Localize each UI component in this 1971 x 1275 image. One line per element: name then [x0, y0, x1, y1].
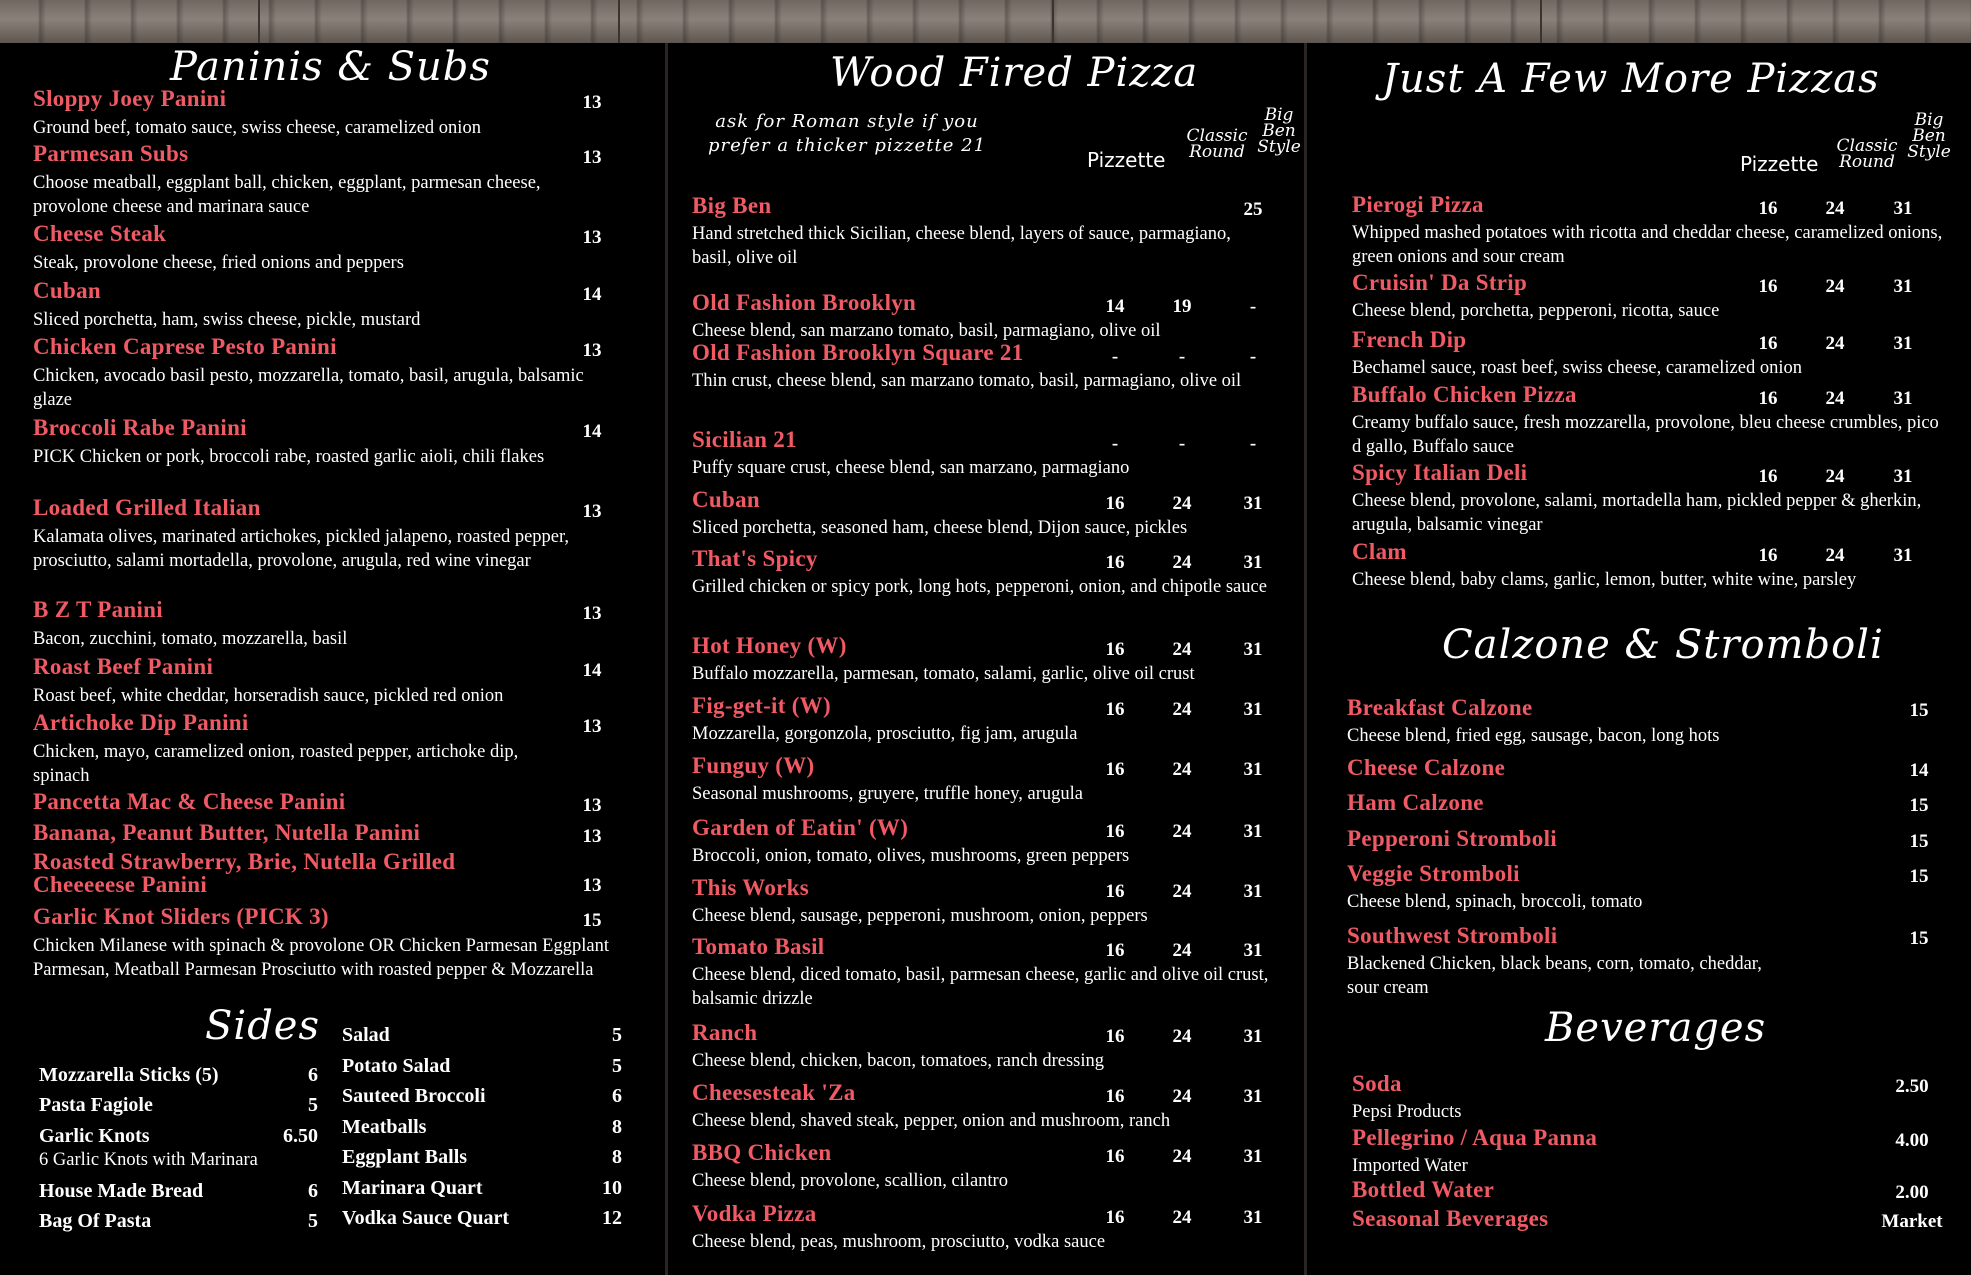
side-item-name: Potato Salad [342, 1055, 451, 1077]
side-item-name: Sauteed Broccoli [342, 1085, 486, 1107]
item-price: 24 [1172, 552, 1192, 573]
item-description: Chicken, avocado basil pesto, mozzarella, tomato, basil, arugula, balsamic glaze [33, 366, 584, 410]
item-name: Pancetta Mac & Cheese Panini [33, 789, 346, 814]
item-price: 16 [1105, 552, 1125, 573]
section-title-sides: Sides [205, 1003, 320, 1049]
item-name: Chicken Caprese Pesto Panini [33, 334, 337, 359]
side-item-name: Bag Of Pasta [39, 1210, 152, 1232]
item-name: Old Fashion Brooklyn Square 21 [692, 340, 1024, 365]
item-name: Sloppy Joey Panini [33, 86, 227, 111]
item-description: Seasonal mushrooms, gruyere, truffle honey, arugula [692, 784, 1083, 804]
item-description: Sliced porchetta, seasoned ham, cheese blend, Dijon sauce, pickles [692, 518, 1188, 538]
item-name: Sicilian 21 [692, 427, 797, 452]
item-price: 24 [1825, 545, 1845, 566]
side-item-price: 5 [612, 1055, 622, 1077]
item-name: Pellegrino / Aqua Panna [1352, 1125, 1598, 1150]
side-item-name: Mozzarella Sticks (5) [39, 1064, 219, 1086]
item-price: Market [1881, 1211, 1943, 1232]
item-price: 19 [1172, 296, 1192, 317]
col-header-pizzette: Pizzette [1740, 152, 1819, 176]
side-item-price: 6 [308, 1180, 318, 1202]
item-description: Puffy square crust, cheese blend, san marzano, parmagiano [692, 458, 1130, 478]
item-description: Cheese blend, baby clams, garlic, lemon, butter, white wine, parsley [1352, 570, 1857, 590]
item-price: 14 [1909, 760, 1929, 781]
item-description: Thin crust, cheese blend, san marzano tomato, basil, parmagiano, olive oil [692, 371, 1242, 391]
item-price: 31 [1893, 388, 1913, 409]
item-description: Buffalo mozzarella, parmesan, tomato, salami, garlic, olive oil crust [692, 664, 1195, 684]
item-name: Southwest Stromboli [1347, 923, 1558, 948]
item-name: Cuban [33, 278, 101, 303]
wood-plank-seam [1052, 0, 1054, 43]
col-header-pizzette: Pizzette [1087, 148, 1166, 172]
item-name: Soda [1352, 1071, 1402, 1096]
item-price: 16 [1105, 1086, 1125, 1107]
side-item-price: 5 [308, 1094, 318, 1116]
item-description: Choose meatball, eggplant ball, chicken, eggplant, parmesan cheese, provolone cheese and marinara sauce [33, 173, 541, 217]
col-header-big-ben-style: Big Ben Style [1907, 110, 1951, 162]
item-price: 13 [582, 826, 602, 847]
col-header-classic-round: Classic Round [1186, 126, 1248, 162]
item-price: 13 [582, 227, 602, 248]
item-price: 13 [582, 501, 602, 522]
item-price: 4.00 [1895, 1130, 1929, 1151]
item-price: 24 [1172, 759, 1192, 780]
side-item-name: Eggplant Balls [342, 1146, 468, 1168]
item-price: 31 [1893, 333, 1913, 354]
item-name: Hot Honey (W) [692, 633, 847, 658]
side-item-name: House Made Bread [39, 1180, 204, 1202]
item-price: 31 [1243, 639, 1263, 660]
item-price: - [1249, 346, 1257, 367]
item-price: 13 [582, 875, 602, 896]
item-price: 31 [1243, 552, 1263, 573]
section-title-calzone: Calzone & Stromboli [1442, 622, 1884, 668]
item-price: 14 [582, 284, 602, 305]
item-price: 13 [582, 147, 602, 168]
item-description: Creamy buffalo sauce, fresh mozzarella, provolone, bleu cheese crumbles, pico d gallo, Buffalo sauce [1352, 413, 1939, 457]
item-description: Whipped mashed potatoes with ricotta and cheddar cheese, caramelized onions, green onions and sour cream [1352, 223, 1943, 267]
item-price: 24 [1172, 1086, 1192, 1107]
item-description: Grilled chicken or spicy pork, long hots, pepperoni, onion, and chipotle sauce [692, 577, 1267, 597]
item-price: 16 [1105, 759, 1125, 780]
item-description: Bechamel sauce, roast beef, swiss cheese, caramelized onion [1352, 358, 1802, 378]
item-name: Cruisin' Da Strip [1352, 270, 1528, 295]
side-item-price: 8 [612, 1146, 622, 1168]
item-name: Vodka Pizza [692, 1201, 817, 1226]
col-header-big-ben-style: Big Ben Style [1257, 105, 1301, 157]
item-name: Bottled Water [1352, 1177, 1495, 1202]
item-price: 24 [1172, 493, 1192, 514]
item-price: 16 [1105, 639, 1125, 660]
item-price: 24 [1825, 333, 1845, 354]
item-description: Cheese blend, spinach, broccoli, tomato [1347, 892, 1643, 912]
item-price: 15 [1909, 866, 1929, 887]
item-description: Mozzarella, gorgonzola, prosciutto, fig jam, arugula [692, 724, 1078, 744]
item-name: This Works [692, 875, 809, 900]
item-name: Cheese Calzone [1347, 755, 1506, 780]
item-description: Ground beef, tomato sauce, swiss cheese, caramelized onion [33, 118, 481, 138]
wood-plank-seam [618, 0, 620, 43]
item-name: Broccoli Rabe Panini [33, 415, 247, 440]
item-price: 24 [1172, 1207, 1192, 1228]
item-price: 24 [1172, 1146, 1192, 1167]
item-price: 24 [1825, 466, 1845, 487]
item-description: Hand stretched thick Sicilian, cheese blend, layers of sauce, parmagiano, basil, olive oil [692, 224, 1231, 268]
item-price: 16 [1105, 940, 1125, 961]
item-price: 16 [1105, 881, 1125, 902]
item-price: 31 [1243, 821, 1263, 842]
item-price: 24 [1825, 198, 1845, 219]
item-name: Roasted Strawberry, Brie, Nutella Grilled Cheeeeese Panini [33, 849, 456, 897]
side-item-price: 8 [612, 1116, 622, 1138]
item-price: 24 [1825, 388, 1845, 409]
item-name: Ranch [692, 1020, 758, 1045]
wood-header-strip [0, 0, 1971, 43]
item-description: Steak, provolone cheese, fried onions and peppers [33, 253, 404, 273]
item-name: French Dip [1352, 327, 1467, 352]
item-price: 16 [1758, 276, 1778, 297]
item-description: Cheese blend, sausage, pepperoni, mushroom, onion, peppers [692, 906, 1148, 926]
item-name: Old Fashion Brooklyn [692, 290, 917, 315]
item-price: 24 [1172, 940, 1192, 961]
item-price: 16 [1105, 493, 1125, 514]
item-name: Breakfast Calzone [1347, 695, 1533, 720]
item-price: 16 [1758, 333, 1778, 354]
item-name: Pepperoni Stromboli [1347, 826, 1557, 851]
item-price: 24 [1825, 276, 1845, 297]
side-item-price: 10 [602, 1177, 622, 1199]
side-item-name: Vodka Sauce Quart [342, 1207, 510, 1229]
item-description: Cheese blend, fried egg, sausage, bacon, long hots [1347, 726, 1720, 746]
side-item-price: 12 [602, 1207, 622, 1229]
item-name: Garlic Knot Sliders (PICK 3) [33, 904, 329, 929]
item-name: Parmesan Subs [33, 141, 189, 166]
section-title-wood-fired: Wood Fired Pizza [830, 50, 1199, 96]
item-price: 14 [1105, 296, 1125, 317]
item-price: 16 [1105, 821, 1125, 842]
item-price: 31 [1243, 1086, 1263, 1107]
item-price: 15 [1909, 700, 1929, 721]
side-item-price: 6.50 [283, 1125, 318, 1147]
item-price: 15 [1909, 928, 1929, 949]
item-price: 2.50 [1895, 1076, 1929, 1097]
item-price: 15 [1909, 831, 1929, 852]
item-price: 2.00 [1895, 1182, 1929, 1203]
item-price: 31 [1243, 1026, 1263, 1047]
item-price: 15 [582, 910, 602, 931]
item-description: Cheese blend, porchetta, pepperoni, ricotta, sauce [1352, 301, 1720, 321]
item-name: Clam [1352, 539, 1407, 564]
item-price: 31 [1243, 1207, 1263, 1228]
section-title-paninis: Paninis & Subs [170, 44, 491, 90]
item-price: 13 [582, 92, 602, 113]
item-price: 24 [1172, 881, 1192, 902]
item-name: Funguy (W) [692, 753, 815, 778]
side-item-name: Marinara Quart [342, 1177, 483, 1199]
wood-plank-seam [258, 0, 260, 43]
item-description: PICK Chicken or pork, broccoli rabe, roasted garlic aioli, chili flakes [33, 447, 545, 467]
item-name: Banana, Peanut Butter, Nutella Panini [33, 820, 421, 845]
item-name: Cuban [692, 487, 760, 512]
item-price: 31 [1893, 276, 1913, 297]
item-description: Cheese blend, provolone, salami, mortadella ham, pickled pepper & gherkin, arugula, balsamic vinegar [1352, 491, 1922, 535]
item-price: 24 [1172, 639, 1192, 660]
item-price: - [1111, 433, 1119, 454]
item-description: Imported Water [1352, 1156, 1468, 1176]
item-price: 31 [1243, 759, 1263, 780]
item-name: B Z T Panini [33, 597, 163, 622]
item-description: Chicken Milanese with spinach & provolone OR Chicken Parmesan Eggplant Parmesan, Meatball Parmesan Prosciutto with roasted pepper & Mozzarella [33, 936, 609, 980]
side-item-name: Meatballs [342, 1116, 427, 1138]
item-price: 16 [1758, 198, 1778, 219]
item-description: Cheese blend, peas, mushroom, prosciutto, vodka sauce [692, 1232, 1106, 1252]
item-name: Ham Calzone [1347, 790, 1484, 815]
item-description: Cheese blend, provolone, scallion, cilantro [692, 1171, 1008, 1191]
item-price: 16 [1105, 1207, 1125, 1228]
item-price: 31 [1243, 699, 1263, 720]
item-name: Cheesesteak 'Za [692, 1080, 856, 1105]
side-item-price: 5 [308, 1210, 318, 1232]
item-price: - [1249, 433, 1257, 454]
side-item-price: 6 [308, 1064, 318, 1086]
item-price: 24 [1172, 1026, 1192, 1047]
item-description: Cheese blend, chicken, bacon, tomatoes, ranch dressing [692, 1051, 1105, 1071]
item-name: Loaded Grilled Italian [33, 495, 261, 520]
item-price: 14 [582, 660, 602, 681]
item-name: Artichoke Dip Panini [33, 710, 249, 735]
item-description: Sliced porchetta, ham, swiss cheese, pickle, mustard [33, 310, 421, 330]
item-name: Fig-get-it (W) [692, 693, 831, 718]
item-price: 31 [1243, 1146, 1263, 1167]
item-price: 31 [1893, 466, 1913, 487]
item-price: 31 [1243, 881, 1263, 902]
item-price: 15 [1909, 795, 1929, 816]
item-description: Bacon, zucchini, tomato, mozzarella, basil [33, 629, 348, 649]
item-description: Roast beef, white cheddar, horseradish sauce, pickled red onion [33, 686, 504, 706]
item-price: - [1249, 296, 1257, 317]
item-name: Big Ben [692, 193, 772, 218]
item-price: 13 [582, 716, 602, 737]
col-header-classic-round: Classic Round [1836, 136, 1898, 172]
side-item-price: 6 [612, 1085, 622, 1107]
side-item-price: 5 [612, 1024, 622, 1046]
wood-plank-seam [1540, 0, 1542, 43]
item-name: Garden of Eatin' (W) [692, 815, 909, 840]
item-price: 16 [1105, 1146, 1125, 1167]
section-title-beverages: Beverages [1545, 1005, 1767, 1051]
item-price: 24 [1172, 821, 1192, 842]
section-title-more-pizzas: Just A Few More Pizzas [1382, 56, 1880, 102]
item-name: Pierogi Pizza [1352, 192, 1484, 217]
item-description: Cheese blend, san marzano tomato, basil, parmagiano, olive oil [692, 321, 1161, 341]
item-price: - [1178, 433, 1186, 454]
item-name: BBQ Chicken [692, 1140, 832, 1165]
item-price: 16 [1105, 699, 1125, 720]
item-price: 31 [1893, 198, 1913, 219]
item-price: 13 [582, 603, 602, 624]
item-price: 13 [582, 340, 602, 361]
item-name: That's Spicy [692, 546, 818, 571]
item-name: Tomato Basil [692, 934, 825, 959]
item-price: 16 [1758, 388, 1778, 409]
item-price: 24 [1172, 699, 1192, 720]
item-name: Seasonal Beverages [1352, 1206, 1549, 1231]
side-item-description: 6 Garlic Knots with Marinara [39, 1150, 258, 1170]
item-description: Cheese blend, diced tomato, basil, parmesan cheese, garlic and olive oil crust, balsamic drizzle [692, 965, 1269, 1009]
item-description: Chicken, mayo, caramelized onion, roasted pepper, artichoke dip, spinach [33, 742, 519, 786]
item-price: - [1111, 346, 1119, 367]
roman-style-note: ask for Roman style if you prefer a thicker pizzette 21 [707, 111, 987, 156]
side-item-name: Garlic Knots [39, 1125, 150, 1147]
item-name: Roast Beef Panini [33, 654, 214, 679]
side-item-name: Salad [342, 1024, 390, 1046]
item-price: 31 [1893, 545, 1913, 566]
item-description: Kalamata olives, marinated artichokes, pickled jalapeno, roasted pepper, prosciutto, salami mortadella, provolone, arugula, red wine vinegar [33, 527, 570, 571]
item-description: Pepsi Products [1352, 1102, 1462, 1122]
item-name: Veggie Stromboli [1347, 861, 1520, 886]
item-description: Blackened Chicken, black beans, corn, tomato, cheddar, sour cream [1347, 954, 1762, 998]
item-price: 16 [1758, 545, 1778, 566]
item-name: Cheese Steak [33, 221, 167, 246]
item-price: 16 [1105, 1026, 1125, 1047]
item-price: 14 [582, 421, 602, 442]
item-price: 16 [1758, 466, 1778, 487]
item-price: 31 [1243, 493, 1263, 514]
item-price: - [1178, 346, 1186, 367]
item-price: 25 [1243, 199, 1263, 220]
item-name: Buffalo Chicken Pizza [1352, 382, 1577, 407]
item-name: Spicy Italian Deli [1352, 460, 1528, 485]
item-price: 31 [1243, 940, 1263, 961]
item-price: 13 [582, 795, 602, 816]
side-item-name: Pasta Fagiole [39, 1094, 153, 1116]
item-description: Cheese blend, shaved steak, pepper, onion and mushroom, ranch [692, 1111, 1171, 1131]
item-description: Broccoli, onion, tomato, olives, mushrooms, green peppers [692, 846, 1130, 866]
